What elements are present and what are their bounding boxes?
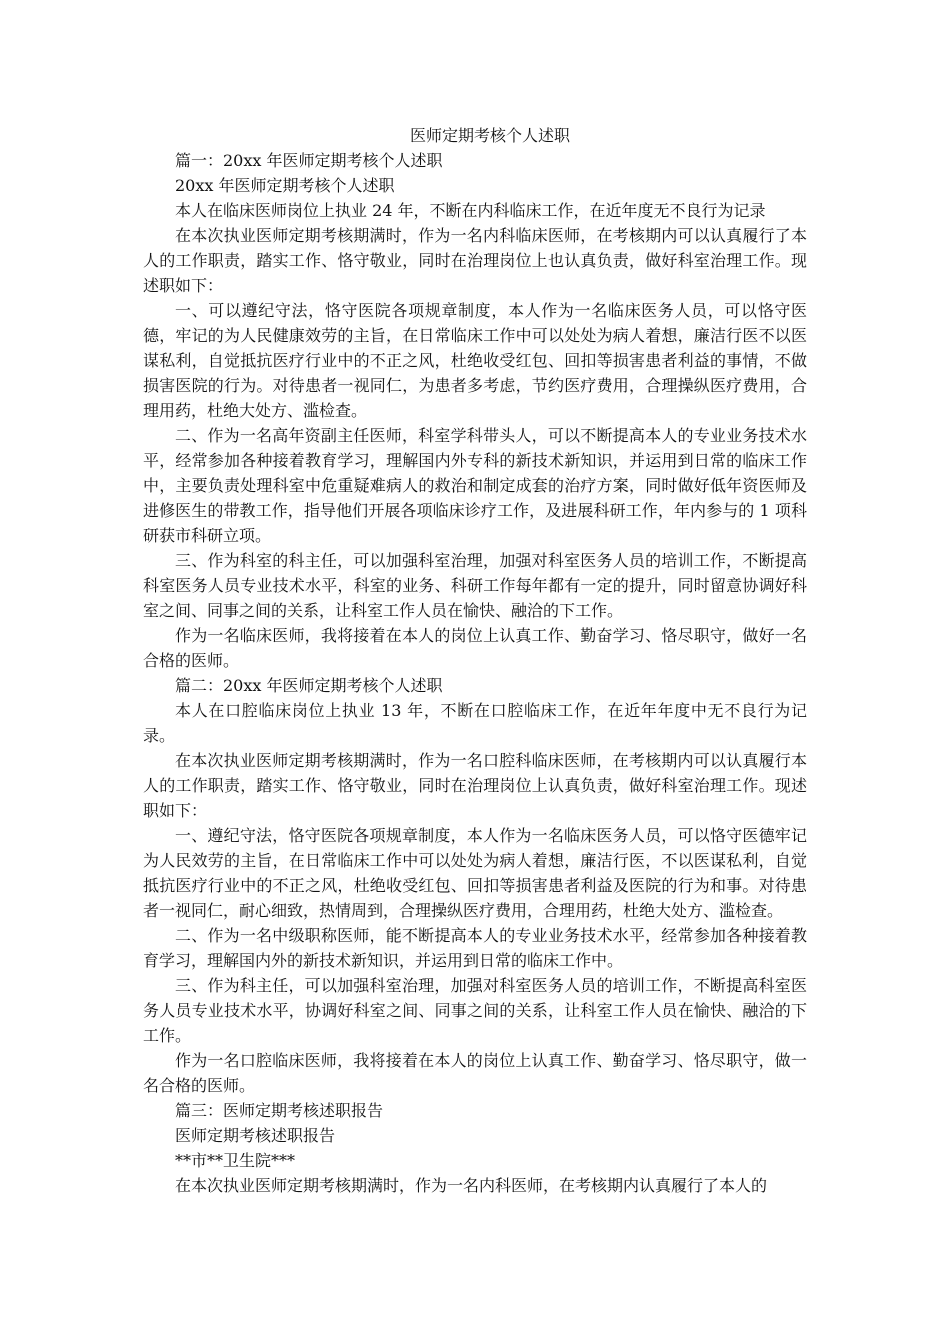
- paragraph: 二、作为一名中级职称医师，能不断提高本人的专业业务技术水平，经常参加各种接着教育学习，理解国内外的新技术新知识，并运用到日常的临床工作中。: [143, 926, 807, 970]
- paragraph: 作为一名口腔临床医师，我将接着在本人的岗位上认真工作、勤奋学习、恪尽职守，做一名合格的医师。: [143, 1051, 807, 1095]
- paragraph: 20xx 年医师定期考核个人述职: [175, 176, 395, 195]
- paragraph: 三、作为科室的科主任，可以加强科室治理，加强对科室医务人员的培训工作，不断提高科室医务人员专业技术水平，科室的业务、科研工作每年都有一定的提升，同时留意协调好科室之间、同事之间的关系，让科室工作人员在愉快、融洽的下工作。: [143, 551, 807, 620]
- paragraph: 作为一名临床医师，我将接着在本人的岗位上认真工作、勤奋学习、恪尽职守，做好一名合格的医师。: [143, 626, 807, 670]
- paragraph: 在本次执业医师定期考核期满时，作为一名内科医师，在考核期内认真履行了本人的: [175, 1176, 768, 1195]
- document-page: [143, 123, 807, 1198]
- paragraph: 一、可以遵纪守法，恪守医院各项规章制度，本人作为一名临床医务人员，可以恪守医德，牢记的为人民健康效劳的主旨，在日常临床工作中可以处处为病人着想，廉洁行医不以医谋私利，自觉抵抗医疗行业中的不正之风，杜绝收受红包、回扣等损害患者利益的事情，不做损害医院的行为。对待患者一视同仁，为患者多考虑，节约医疗费用，合理操纵医疗费用，合理用药，杜绝大处方、滥检查。: [143, 301, 807, 420]
- paragraph: 篇三：医师定期考核述职报告: [175, 1101, 384, 1120]
- paragraph: 在本次执业医师定期考核期满时，作为一名内科临床医师，在考核期内可以认真履行了本人的工作职责，踏实工作、恪守敬业，同时在治理岗位上也认真负责，做好科室治理工作。现述职如下：: [143, 226, 807, 295]
- paragraph: 医师定期考核述职报告: [175, 1126, 336, 1145]
- paragraph: 三、作为科主任，可以加强科室治理，加强对科室医务人员的培训工作，不断提高科室医务人员专业技术水平，协调好科室之间、同事之间的关系，让科室工作人员在愉快、融洽的下工作。: [143, 976, 807, 1045]
- paragraph: 篇一：20xx 年医师定期考核个人述职: [175, 151, 443, 170]
- document-title: 医师定期考核个人述职: [409, 126, 570, 145]
- paragraph: 在本次执业医师定期考核期满时，作为一名口腔科临床医师，在考核期内可以认真履行本人的工作职责，踏实工作、恪守敬业，同时在治理岗位上认真负责，做好科室治理工作。现述职如下：: [143, 751, 807, 820]
- paragraph: 篇二：20xx 年医师定期考核个人述职: [175, 676, 443, 695]
- paragraph: 二、作为一名高年资副主任医师，科室学科带头人，可以不断提高本人的专业业务技术水平，经常参加各种接着教育学习，理解国内外专科的新技术新知识，并运用到日常的临床工作中，主要负责处理科室中危重疑难病人的救治和制定成套的治疗方案，同时做好低年资医师及进修医生的带教工作，指导他们开展各项临床诊疗工作，及进展科研工作，年内参与的 1 项科研获市科研立项。: [143, 426, 807, 545]
- paragraph: **市**卫生院***: [175, 1151, 296, 1170]
- paragraph: 本人在临床医师岗位上执业 24 年，不断在内科临床工作，在近年度无不良行为记录: [175, 201, 766, 220]
- paragraph: 本人在口腔临床岗位上执业 13 年，不断在口腔临床工作，在近年年度中无不良行为记录。: [143, 701, 807, 745]
- paragraph: 一、遵纪守法，恪守医院各项规章制度，本人作为一名临床医务人员，可以恪守医德牢记为人民效劳的主旨，在日常临床工作中可以处处为病人着想，廉洁行医，不以医谋私利，自觉抵抗医疗行业中的不正之风，杜绝收受红包、回扣等损害患者利益及医院的行为和事。对待患者一视同仁，耐心细致，热情周到，合理操纵医疗费用，合理用药，杜绝大处方、滥检查。: [143, 826, 807, 920]
